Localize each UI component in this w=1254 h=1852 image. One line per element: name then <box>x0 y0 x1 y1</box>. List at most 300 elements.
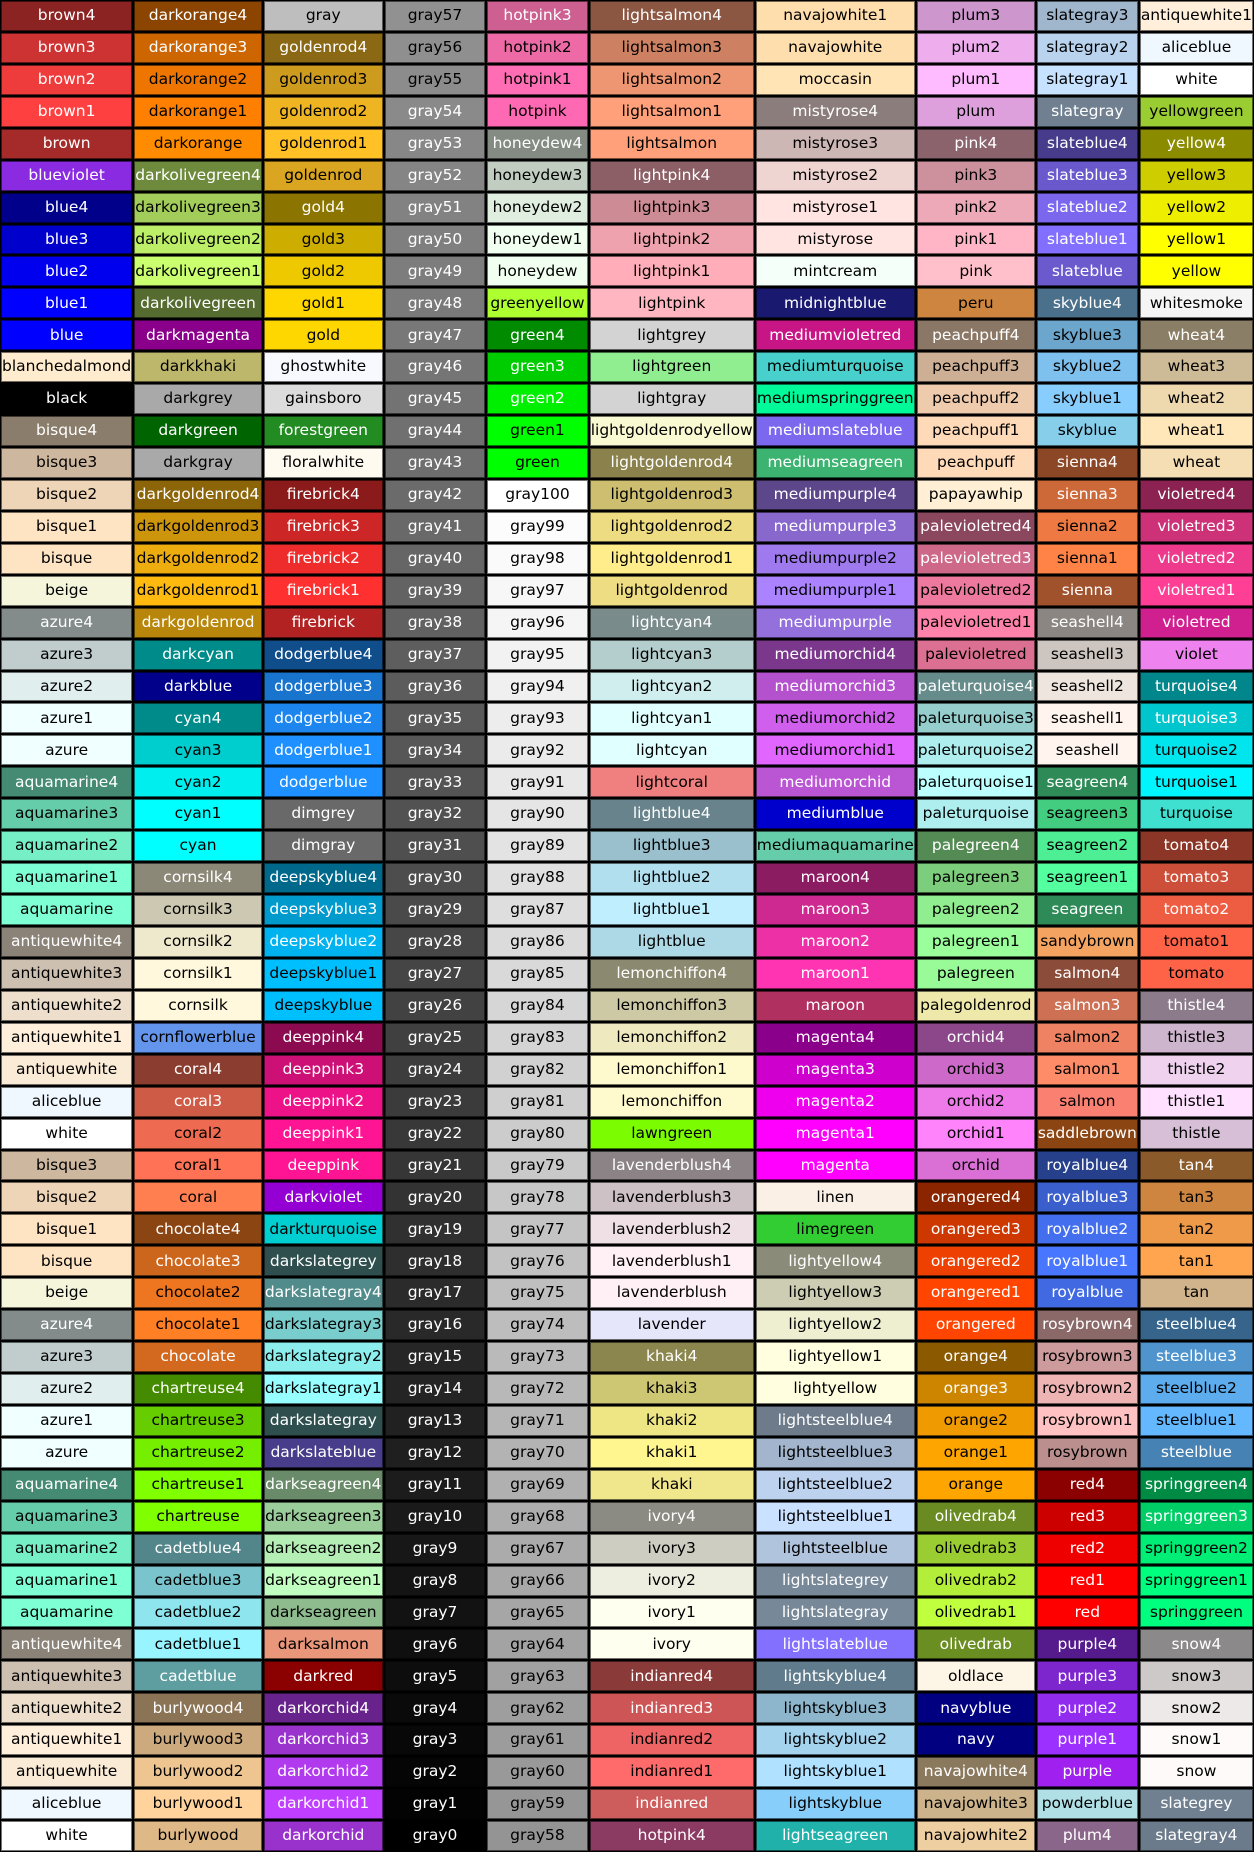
color-swatch-seashell3: seashell3 <box>1037 640 1138 670</box>
color-swatch-turquoise1: turquoise1 <box>1140 767 1253 797</box>
color-swatch-snow1: snow1 <box>1140 1725 1253 1755</box>
color-swatch-pink3: pink3 <box>917 161 1035 191</box>
color-swatch-mediumorchid3: mediumorchid3 <box>756 672 915 702</box>
color-swatch-orange3: orange3 <box>917 1374 1035 1404</box>
color-swatch-honeydew2: honeydew2 <box>487 193 587 223</box>
color-swatch-gray81: gray81 <box>487 1087 587 1117</box>
color-swatch-seagreen: seagreen <box>1037 895 1138 925</box>
color-swatch-darkslateblue: darkslateblue <box>264 1438 383 1468</box>
color-swatch-thistle1: thistle1 <box>1140 1087 1253 1117</box>
color-swatch-khaki2: khaki2 <box>590 1406 754 1436</box>
color-swatch-gray70: gray70 <box>487 1438 587 1468</box>
color-swatch-violetred2: violetred2 <box>1140 544 1253 574</box>
color-swatch-indianred1: indianred1 <box>590 1757 754 1787</box>
color-swatch-chocolate3: chocolate3 <box>134 1246 262 1276</box>
color-swatch-sandybrown: sandybrown <box>1037 927 1138 957</box>
color-swatch-goldenrod1: goldenrod1 <box>264 129 383 159</box>
color-swatch-honeydew: honeydew <box>487 256 587 286</box>
color-swatch-dodgerblue2: dodgerblue2 <box>264 703 383 733</box>
color-swatch-slategray3: slategray3 <box>1037 1 1138 31</box>
color-swatch-gray13: gray13 <box>385 1406 485 1436</box>
color-swatch-azure4: azure4 <box>1 1310 132 1340</box>
color-swatch-ivory2: ivory2 <box>590 1566 754 1596</box>
color-swatch-lightyellow: lightyellow <box>756 1374 915 1404</box>
color-swatch-gray32: gray32 <box>385 799 485 829</box>
color-swatch-gray48: gray48 <box>385 288 485 318</box>
color-swatch-black: black <box>1 384 132 414</box>
color-swatch-peru: peru <box>917 288 1035 318</box>
color-swatch-gray99: gray99 <box>487 512 587 542</box>
color-swatch-lightcyan3: lightcyan3 <box>590 640 754 670</box>
color-swatch-orchid: orchid <box>917 1151 1035 1181</box>
color-swatch-gray75: gray75 <box>487 1278 587 1308</box>
color-swatch-yellow1: yellow1 <box>1140 225 1253 255</box>
color-swatch-limegreen: limegreen <box>756 1214 915 1244</box>
color-swatch-gray51: gray51 <box>385 193 485 223</box>
color-swatch-chocolate: chocolate <box>134 1342 262 1372</box>
color-swatch-gray14: gray14 <box>385 1374 485 1404</box>
color-swatch-darkmagenta: darkmagenta <box>134 320 262 350</box>
color-swatch-gray15: gray15 <box>385 1342 485 1372</box>
color-swatch-lightsalmon: lightsalmon <box>590 129 754 159</box>
color-swatch-royalblue4: royalblue4 <box>1037 1151 1138 1181</box>
color-swatch-peachpuff1: peachpuff1 <box>917 416 1035 446</box>
color-swatch-darkslategray: darkslategray <box>264 1406 383 1436</box>
color-swatch-thistle2: thistle2 <box>1140 1055 1253 1085</box>
color-swatch-violetred: violetred <box>1140 608 1253 638</box>
color-swatch-wheat3: wheat3 <box>1140 352 1253 382</box>
color-swatch-sienna: sienna <box>1037 576 1138 606</box>
color-swatch-lightseagreen: lightseagreen <box>756 1821 915 1851</box>
color-swatch-gray67: gray67 <box>487 1534 587 1564</box>
color-swatch-darkseagreen3: darkseagreen3 <box>264 1502 383 1532</box>
color-swatch-burlywood1: burlywood1 <box>134 1789 262 1819</box>
color-swatch-gray11: gray11 <box>385 1470 485 1500</box>
color-swatch-maroon4: maroon4 <box>756 863 915 893</box>
color-swatch-mediumorchid1: mediumorchid1 <box>756 735 915 765</box>
color-swatch-gray49: gray49 <box>385 256 485 286</box>
color-swatch-brown4: brown4 <box>1 1 132 31</box>
color-swatch-orangered3: orangered3 <box>917 1214 1035 1244</box>
color-swatch-deeppink: deeppink <box>264 1151 383 1181</box>
color-swatch-darkgrey: darkgrey <box>134 384 262 414</box>
color-swatch-royalblue: royalblue <box>1037 1278 1138 1308</box>
color-swatch-gray91: gray91 <box>487 767 587 797</box>
color-swatch-bisque3: bisque3 <box>1 1151 132 1181</box>
color-swatch-purple1: purple1 <box>1037 1725 1138 1755</box>
color-swatch-paleturquoise1: paleturquoise1 <box>917 767 1035 797</box>
color-swatch-slategray1: slategray1 <box>1037 65 1138 95</box>
color-swatch-gold1: gold1 <box>264 288 383 318</box>
color-swatch-tan4: tan4 <box>1140 1151 1253 1181</box>
color-swatch-yellow4: yellow4 <box>1140 129 1253 159</box>
color-swatch-azure: azure <box>1 1438 132 1468</box>
color-swatch-deepskyblue: deepskyblue <box>264 991 383 1021</box>
color-swatch-rosybrown: rosybrown <box>1037 1438 1138 1468</box>
color-swatch-azure1: azure1 <box>1 1406 132 1436</box>
color-swatch-gray55: gray55 <box>385 65 485 95</box>
color-swatch-aquamarine4: aquamarine4 <box>1 767 132 797</box>
color-swatch-chartreuse3: chartreuse3 <box>134 1406 262 1436</box>
color-swatch-slateblue: slateblue <box>1037 256 1138 286</box>
color-swatch-dodgerblue3: dodgerblue3 <box>264 672 383 702</box>
color-swatch-lemonchiffon1: lemonchiffon1 <box>590 1055 754 1085</box>
color-swatch-red1: red1 <box>1037 1566 1138 1596</box>
color-swatch-purple4: purple4 <box>1037 1629 1138 1659</box>
color-swatch-blue3: blue3 <box>1 225 132 255</box>
color-swatch-magenta4: magenta4 <box>756 1023 915 1053</box>
color-swatch-gray35: gray35 <box>385 703 485 733</box>
color-swatch-gray74: gray74 <box>487 1310 587 1340</box>
color-swatch-lemonchiffon4: lemonchiffon4 <box>590 959 754 989</box>
color-swatch-mistyrose3: mistyrose3 <box>756 129 915 159</box>
color-swatch-lightblue4: lightblue4 <box>590 799 754 829</box>
color-swatch-darkgoldenrod2: darkgoldenrod2 <box>134 544 262 574</box>
color-swatch-darkolivegreen4: darkolivegreen4 <box>134 161 262 191</box>
color-swatch-tomato1: tomato1 <box>1140 927 1253 957</box>
color-swatch-lightslategrey: lightslategrey <box>756 1566 915 1596</box>
color-swatch-mistyrose1: mistyrose1 <box>756 193 915 223</box>
color-swatch-gray89: gray89 <box>487 831 587 861</box>
color-swatch-deepskyblue1: deepskyblue1 <box>264 959 383 989</box>
color-swatch-saddlebrown: saddlebrown <box>1037 1119 1138 1149</box>
color-swatch-moccasin: moccasin <box>756 65 915 95</box>
color-swatch-cyan1: cyan1 <box>134 799 262 829</box>
color-swatch-white: white <box>1 1119 132 1149</box>
color-swatch-red2: red2 <box>1037 1534 1138 1564</box>
color-swatch-magenta3: magenta3 <box>756 1055 915 1085</box>
color-swatch-rosybrown4: rosybrown4 <box>1037 1310 1138 1340</box>
color-swatch-lightslategray: lightslategray <box>756 1598 915 1628</box>
color-swatch-lightblue3: lightblue3 <box>590 831 754 861</box>
color-swatch-lightblue2: lightblue2 <box>590 863 754 893</box>
color-swatch-gray33: gray33 <box>385 767 485 797</box>
color-swatch-snow4: snow4 <box>1140 1629 1253 1659</box>
color-swatch-aliceblue: aliceblue <box>1 1789 132 1819</box>
color-swatch-lightskyblue3: lightskyblue3 <box>756 1693 915 1723</box>
color-swatch-beige: beige <box>1 576 132 606</box>
color-swatch-lightpink4: lightpink4 <box>590 161 754 191</box>
color-swatch-sienna1: sienna1 <box>1037 544 1138 574</box>
color-swatch-darkgreen: darkgreen <box>134 416 262 446</box>
color-swatch-cyan2: cyan2 <box>134 767 262 797</box>
color-swatch-goldenrod2: goldenrod2 <box>264 97 383 127</box>
color-swatch-pink4: pink4 <box>917 129 1035 159</box>
color-swatch-gray23: gray23 <box>385 1087 485 1117</box>
color-swatch-plum2: plum2 <box>917 33 1035 63</box>
color-swatch-chocolate1: chocolate1 <box>134 1310 262 1340</box>
color-swatch-antiquewhite2: antiquewhite2 <box>1 991 132 1021</box>
color-swatch-cyan3: cyan3 <box>134 735 262 765</box>
color-swatch-darkseagreen: darkseagreen <box>264 1598 383 1628</box>
color-swatch-navyblue: navyblue <box>917 1693 1035 1723</box>
color-swatch-darkorchid4: darkorchid4 <box>264 1693 383 1723</box>
color-swatch-tan: tan <box>1140 1278 1253 1308</box>
color-swatch-gray25: gray25 <box>385 1023 485 1053</box>
color-swatch-gray28: gray28 <box>385 927 485 957</box>
color-swatch-navajowhite4: navajowhite4 <box>917 1757 1035 1787</box>
color-swatch-gray63: gray63 <box>487 1661 587 1691</box>
color-swatch-gray97: gray97 <box>487 576 587 606</box>
color-swatch-gray98: gray98 <box>487 544 587 574</box>
color-swatch-palevioletred4: palevioletred4 <box>917 512 1035 542</box>
color-swatch-gray31: gray31 <box>385 831 485 861</box>
color-swatch-dimgray: dimgray <box>264 831 383 861</box>
color-swatch-seagreen4: seagreen4 <box>1037 767 1138 797</box>
color-swatch-olivedrab2: olivedrab2 <box>917 1566 1035 1596</box>
color-swatch-azure3: azure3 <box>1 640 132 670</box>
color-swatch-slategrey: slategrey <box>1140 1789 1253 1819</box>
color-swatch-bisque2: bisque2 <box>1 1182 132 1212</box>
color-swatch-darkslategray2: darkslategray2 <box>264 1342 383 1372</box>
color-swatch-darkorange1: darkorange1 <box>134 97 262 127</box>
color-swatch-lightgoldenrod4: lightgoldenrod4 <box>590 448 754 478</box>
color-swatch-gray21: gray21 <box>385 1151 485 1181</box>
color-swatch-cornflowerblue: cornflowerblue <box>134 1023 262 1053</box>
color-swatch-aquamarine1: aquamarine1 <box>1 863 132 893</box>
color-swatch-darkorchid2: darkorchid2 <box>264 1757 383 1787</box>
color-swatch-tomato3: tomato3 <box>1140 863 1253 893</box>
color-swatch-lightskyblue1: lightskyblue1 <box>756 1757 915 1787</box>
color-swatch-coral: coral <box>134 1182 262 1212</box>
color-swatch-violetred1: violetred1 <box>1140 576 1253 606</box>
color-swatch-gray88: gray88 <box>487 863 587 893</box>
color-swatch-skyblue1: skyblue1 <box>1037 384 1138 414</box>
color-swatch-peachpuff2: peachpuff2 <box>917 384 1035 414</box>
color-swatch-gray1: gray1 <box>385 1789 485 1819</box>
color-swatch-gray18: gray18 <box>385 1246 485 1276</box>
color-swatch-khaki4: khaki4 <box>590 1342 754 1372</box>
color-swatch-darkkhaki: darkkhaki <box>134 352 262 382</box>
color-swatch-navajowhite1: navajowhite1 <box>756 1 915 31</box>
color-swatch-darkorchid1: darkorchid1 <box>264 1789 383 1819</box>
color-swatch-palegreen1: palegreen1 <box>917 927 1035 957</box>
color-swatch-gray100: gray100 <box>487 480 587 510</box>
color-swatch-palevioletred3: palevioletred3 <box>917 544 1035 574</box>
color-swatch-gray19: gray19 <box>385 1214 485 1244</box>
color-swatch-cornsilk1: cornsilk1 <box>134 959 262 989</box>
color-swatch-coral2: coral2 <box>134 1119 262 1149</box>
color-swatch-hotpink2: hotpink2 <box>487 33 587 63</box>
color-swatch-indianred4: indianred4 <box>590 1661 754 1691</box>
color-swatch-seagreen2: seagreen2 <box>1037 831 1138 861</box>
color-swatch-peachpuff4: peachpuff4 <box>917 320 1035 350</box>
color-swatch-antiquewhite2: antiquewhite2 <box>1 1693 132 1723</box>
color-swatch-lightsalmon3: lightsalmon3 <box>590 33 754 63</box>
color-swatch-bisque1: bisque1 <box>1 512 132 542</box>
color-swatch-olivedrab3: olivedrab3 <box>917 1534 1035 1564</box>
color-swatch-seashell1: seashell1 <box>1037 703 1138 733</box>
color-swatch-steelblue: steelblue <box>1140 1438 1253 1468</box>
color-swatch-tomato2: tomato2 <box>1140 895 1253 925</box>
color-swatch-purple3: purple3 <box>1037 1661 1138 1691</box>
color-swatch-gray6: gray6 <box>385 1629 485 1659</box>
color-swatch-hotpink1: hotpink1 <box>487 65 587 95</box>
color-swatch-sienna4: sienna4 <box>1037 448 1138 478</box>
color-swatch-linen: linen <box>756 1182 915 1212</box>
color-swatch-lightsalmon4: lightsalmon4 <box>590 1 754 31</box>
color-swatch-lavenderblush1: lavenderblush1 <box>590 1246 754 1276</box>
color-swatch-darkorange3: darkorange3 <box>134 33 262 63</box>
color-swatch-gray36: gray36 <box>385 672 485 702</box>
color-swatch-gray58: gray58 <box>487 1821 587 1851</box>
color-swatch-bisque1: bisque1 <box>1 1214 132 1244</box>
color-swatch-aquamarine3: aquamarine3 <box>1 1502 132 1532</box>
color-swatch-violetred3: violetred3 <box>1140 512 1253 542</box>
color-swatch-aquamarine: aquamarine <box>1 1598 132 1628</box>
color-swatch-burlywood4: burlywood4 <box>134 1693 262 1723</box>
color-swatch-slateblue3: slateblue3 <box>1037 161 1138 191</box>
color-swatch-gray56: gray56 <box>385 33 485 63</box>
color-swatch-paleturquoise2: paleturquoise2 <box>917 735 1035 765</box>
color-swatch-lightyellow2: lightyellow2 <box>756 1310 915 1340</box>
color-swatch-salmon1: salmon1 <box>1037 1055 1138 1085</box>
color-swatch-goldenrod4: goldenrod4 <box>264 33 383 63</box>
color-swatch-coral1: coral1 <box>134 1151 262 1181</box>
color-swatch-gray20: gray20 <box>385 1182 485 1212</box>
color-swatch-mediumorchid2: mediumorchid2 <box>756 703 915 733</box>
color-swatch-azure2: azure2 <box>1 672 132 702</box>
color-swatch-khaki1: khaki1 <box>590 1438 754 1468</box>
color-swatch-maroon1: maroon1 <box>756 959 915 989</box>
color-swatch-darkseagreen4: darkseagreen4 <box>264 1470 383 1500</box>
color-swatch-turquoise: turquoise <box>1140 799 1253 829</box>
color-swatch-royalblue3: royalblue3 <box>1037 1182 1138 1212</box>
color-swatch-gray45: gray45 <box>385 384 485 414</box>
color-swatch-hotpink4: hotpink4 <box>590 1821 754 1851</box>
color-swatch-gray52: gray52 <box>385 161 485 191</box>
color-swatch-mediumpurple2: mediumpurple2 <box>756 544 915 574</box>
color-swatch-peachpuff3: peachpuff3 <box>917 352 1035 382</box>
color-swatch-gray54: gray54 <box>385 97 485 127</box>
color-swatch-gray7: gray7 <box>385 1598 485 1628</box>
color-swatch-dodgerblue1: dodgerblue1 <box>264 735 383 765</box>
color-swatch-gray90: gray90 <box>487 799 587 829</box>
color-swatch-orangered4: orangered4 <box>917 1182 1035 1212</box>
color-swatch-blue4: blue4 <box>1 193 132 223</box>
color-swatch-snow2: snow2 <box>1140 1693 1253 1723</box>
color-swatch-darkgoldenrod: darkgoldenrod <box>134 608 262 638</box>
color-swatch-antiquewhite3: antiquewhite3 <box>1 959 132 989</box>
color-swatch-plum: plum <box>917 97 1035 127</box>
color-swatch-lightblue1: lightblue1 <box>590 895 754 925</box>
color-swatch-antiquewhite3: antiquewhite3 <box>1 1661 132 1691</box>
color-swatch-seashell4: seashell4 <box>1037 608 1138 638</box>
color-swatch-gray38: gray38 <box>385 608 485 638</box>
color-swatch-salmon3: salmon3 <box>1037 991 1138 1021</box>
color-swatch-lightsalmon1: lightsalmon1 <box>590 97 754 127</box>
color-swatch-bisque: bisque <box>1 544 132 574</box>
color-swatch-gray22: gray22 <box>385 1119 485 1149</box>
color-swatch-peachpuff: peachpuff <box>917 448 1035 478</box>
color-swatch-gray53: gray53 <box>385 129 485 159</box>
color-swatch-deepskyblue3: deepskyblue3 <box>264 895 383 925</box>
color-swatch-gray41: gray41 <box>385 512 485 542</box>
color-swatch-springgreen4: springgreen4 <box>1140 1470 1253 1500</box>
color-swatch-steelblue2: steelblue2 <box>1140 1374 1253 1404</box>
color-swatch-white: white <box>1140 65 1253 95</box>
color-swatch-springgreen2: springgreen2 <box>1140 1534 1253 1564</box>
color-swatch-aquamarine3: aquamarine3 <box>1 799 132 829</box>
color-swatch-chocolate4: chocolate4 <box>134 1214 262 1244</box>
color-swatch-floralwhite: floralwhite <box>264 448 383 478</box>
color-swatch-lightcyan: lightcyan <box>590 735 754 765</box>
color-swatch-azure1: azure1 <box>1 703 132 733</box>
color-swatch-steelblue3: steelblue3 <box>1140 1342 1253 1372</box>
color-swatch-red4: red4 <box>1037 1470 1138 1500</box>
color-swatch-bisque3: bisque3 <box>1 448 132 478</box>
color-swatch-pink1: pink1 <box>917 225 1035 255</box>
color-swatch-lightgoldenrod3: lightgoldenrod3 <box>590 480 754 510</box>
color-swatch-wheat4: wheat4 <box>1140 320 1253 350</box>
color-swatch-gray12: gray12 <box>385 1438 485 1468</box>
color-swatch-navajowhite2: navajowhite2 <box>917 1821 1035 1851</box>
color-swatch-orangered1: orangered1 <box>917 1278 1035 1308</box>
color-swatch-lavenderblush3: lavenderblush3 <box>590 1182 754 1212</box>
color-swatch-dodgerblue: dodgerblue <box>264 767 383 797</box>
color-swatch-gray79: gray79 <box>487 1151 587 1181</box>
color-swatch-blue: blue <box>1 320 132 350</box>
color-swatch-brown1: brown1 <box>1 97 132 127</box>
color-swatch-gray76: gray76 <box>487 1246 587 1276</box>
color-swatch-lightskyblue4: lightskyblue4 <box>756 1661 915 1691</box>
color-swatch-orange1: orange1 <box>917 1438 1035 1468</box>
color-swatch-palegreen4: palegreen4 <box>917 831 1035 861</box>
color-swatch-pink: pink <box>917 256 1035 286</box>
color-swatch-bisque: bisque <box>1 1246 132 1276</box>
color-swatch-springgreen1: springgreen1 <box>1140 1566 1253 1596</box>
color-swatch-darkseagreen1: darkseagreen1 <box>264 1566 383 1596</box>
color-swatch-darkcyan: darkcyan <box>134 640 262 670</box>
color-swatch-orchid3: orchid3 <box>917 1055 1035 1085</box>
color-swatch-gray84: gray84 <box>487 991 587 1021</box>
color-swatch-antiquewhite1: antiquewhite1 <box>1 1725 132 1755</box>
color-swatch-lightyellow1: lightyellow1 <box>756 1342 915 1372</box>
color-swatch-slateblue1: slateblue1 <box>1037 225 1138 255</box>
color-swatch-olivedrab: olivedrab <box>917 1629 1035 1659</box>
color-swatch-darkslategrey: darkslategrey <box>264 1246 383 1276</box>
color-swatch-wheat: wheat <box>1140 448 1253 478</box>
color-swatch-purple: purple <box>1037 1757 1138 1787</box>
color-swatch-palevioletred1: palevioletred1 <box>917 608 1035 638</box>
color-swatch-lavenderblush2: lavenderblush2 <box>590 1214 754 1244</box>
color-swatch-salmon4: salmon4 <box>1037 959 1138 989</box>
color-swatch-ivory3: ivory3 <box>590 1534 754 1564</box>
color-swatch-gray43: gray43 <box>385 448 485 478</box>
color-swatch-salmon: salmon <box>1037 1087 1138 1117</box>
color-swatch-snow: snow <box>1140 1757 1253 1787</box>
color-swatch-azure4: azure4 <box>1 608 132 638</box>
color-swatch-darkseagreen2: darkseagreen2 <box>264 1534 383 1564</box>
color-swatch-bisque2: bisque2 <box>1 480 132 510</box>
color-swatch-gray83: gray83 <box>487 1023 587 1053</box>
color-swatch-mediumslateblue: mediumslateblue <box>756 416 915 446</box>
color-swatch-gray78: gray78 <box>487 1182 587 1212</box>
color-swatch-skyblue4: skyblue4 <box>1037 288 1138 318</box>
color-swatch-burlywood2: burlywood2 <box>134 1757 262 1787</box>
color-swatch-rosybrown2: rosybrown2 <box>1037 1374 1138 1404</box>
color-swatch-gray59: gray59 <box>487 1789 587 1819</box>
color-swatch-green4: green4 <box>487 320 587 350</box>
color-swatch-rosybrown1: rosybrown1 <box>1037 1406 1138 1436</box>
color-swatch-rosybrown3: rosybrown3 <box>1037 1342 1138 1372</box>
color-swatch-antiquewhite4: antiquewhite4 <box>1 927 132 957</box>
color-swatch-cornsilk2: cornsilk2 <box>134 927 262 957</box>
color-swatch-lightcyan2: lightcyan2 <box>590 672 754 702</box>
color-swatch-gray71: gray71 <box>487 1406 587 1436</box>
color-swatch-darkturquoise: darkturquoise <box>264 1214 383 1244</box>
color-swatch-burlywood3: burlywood3 <box>134 1725 262 1755</box>
